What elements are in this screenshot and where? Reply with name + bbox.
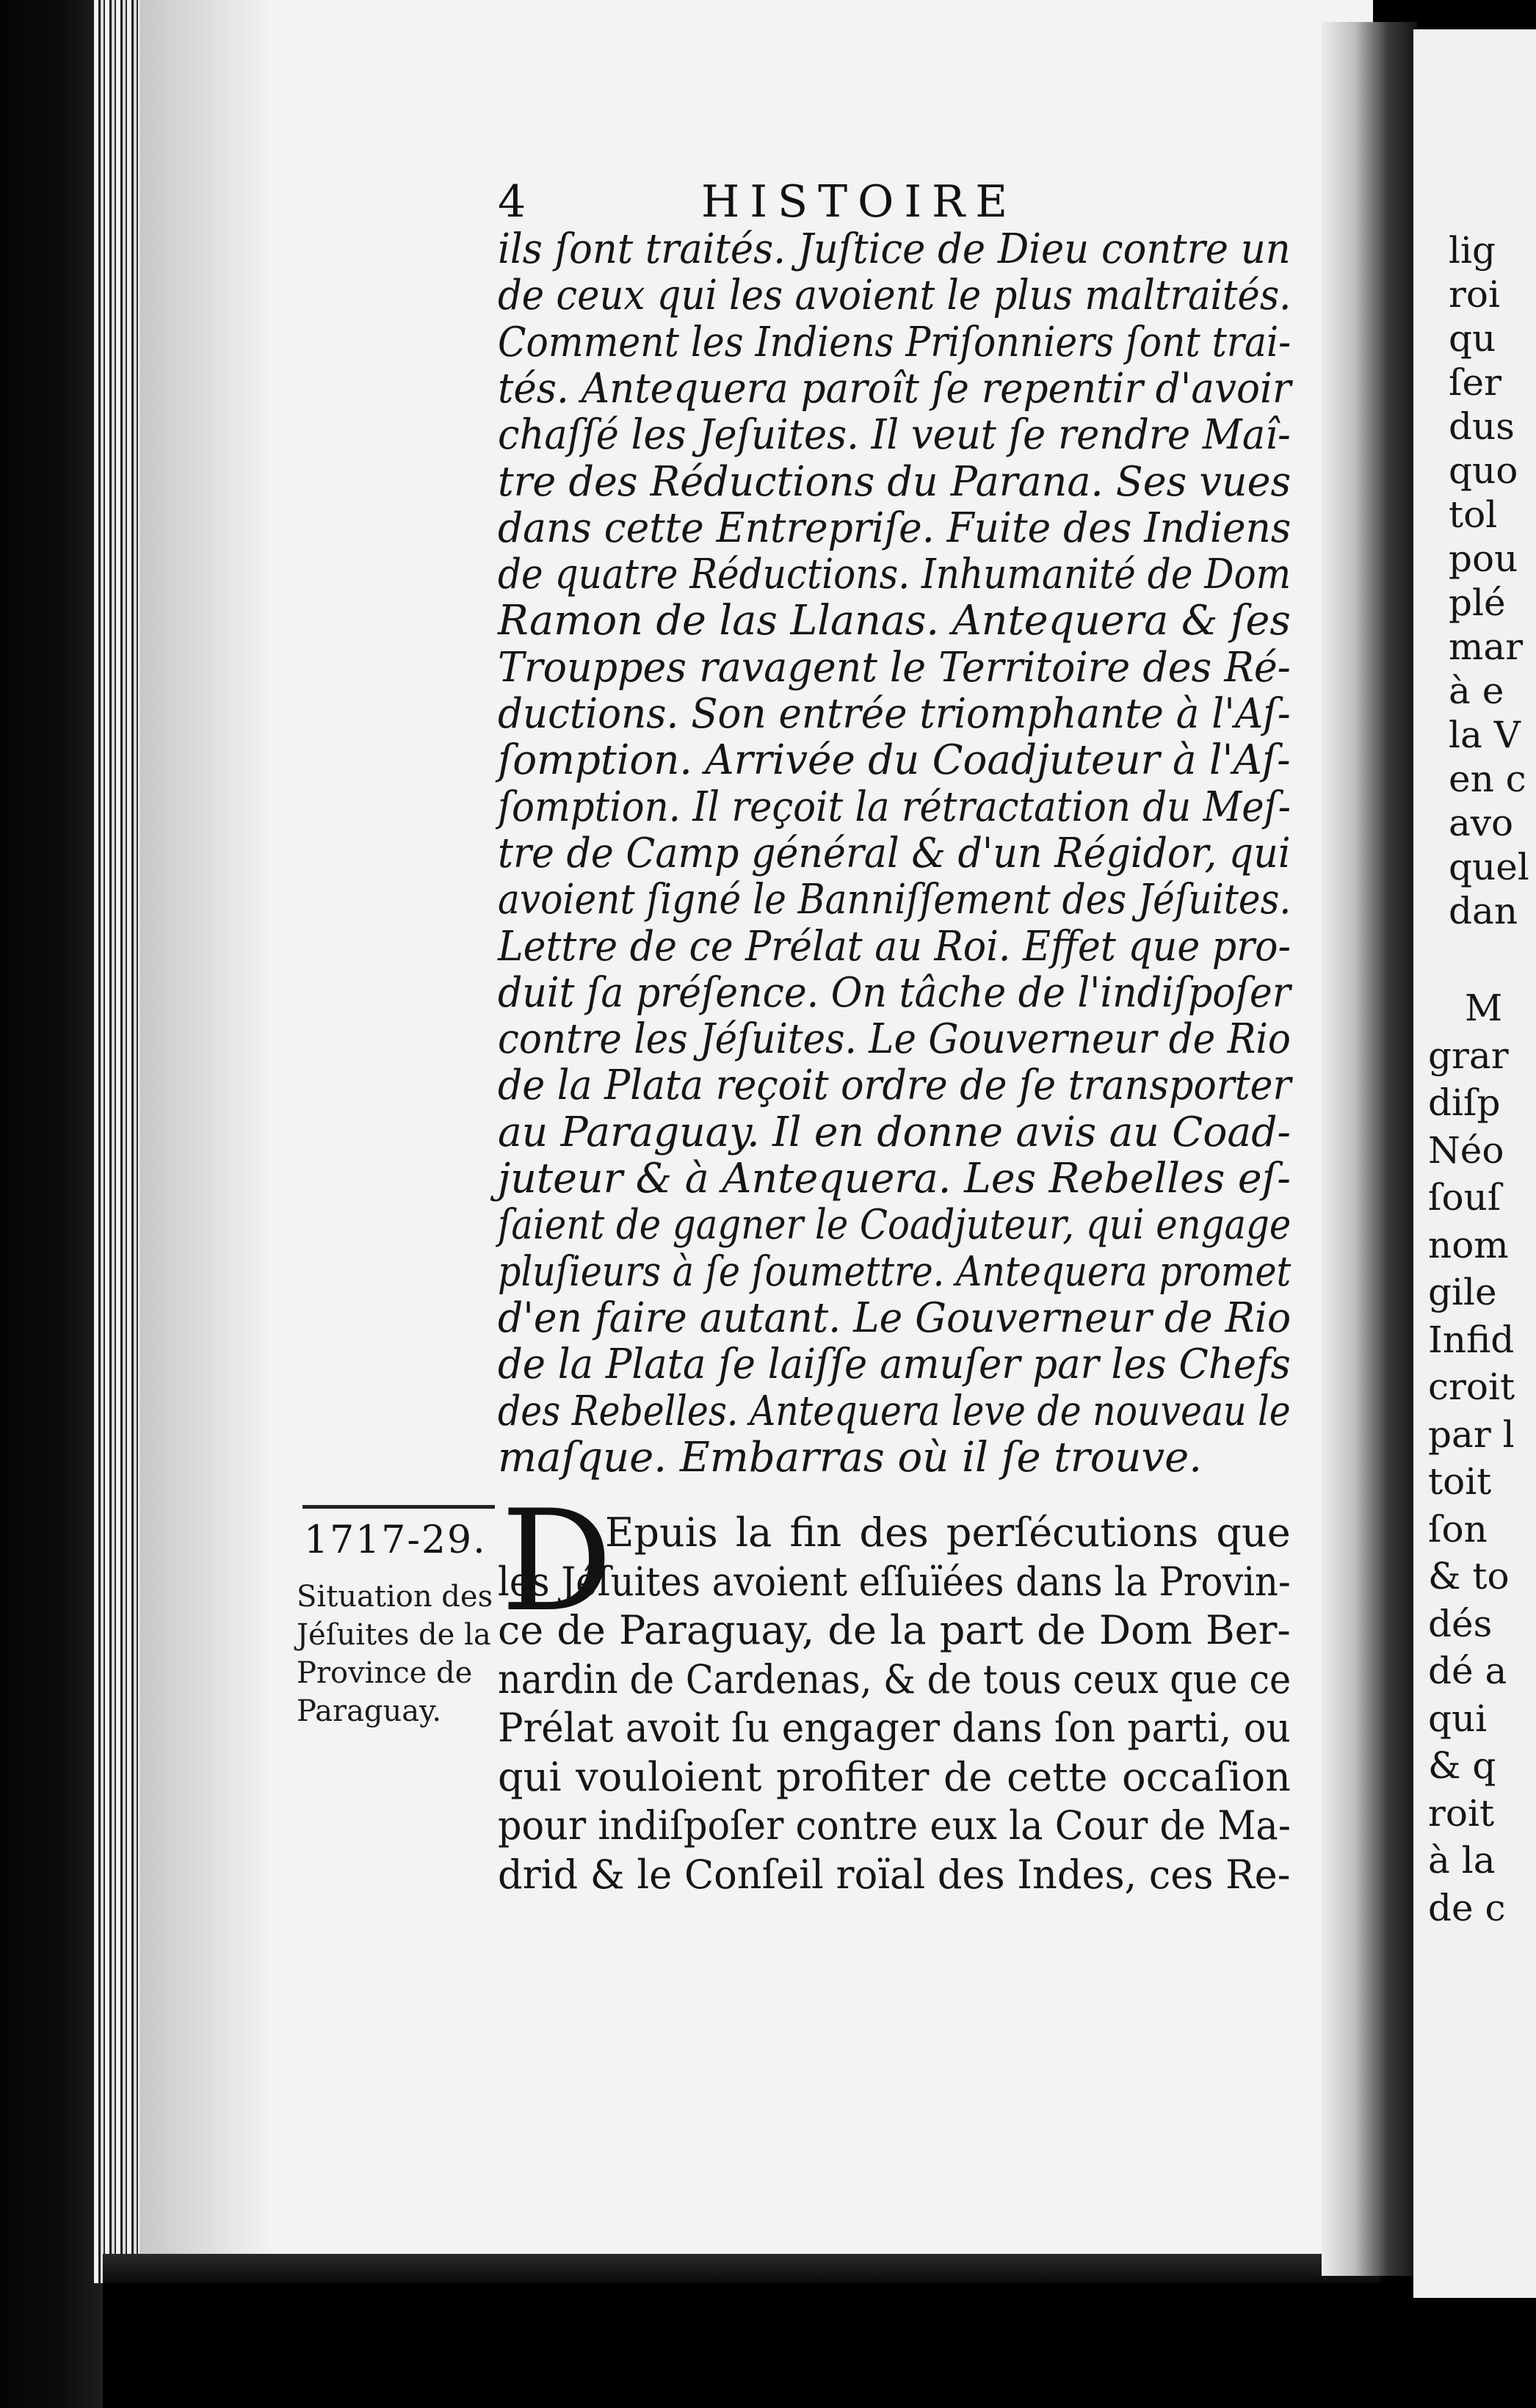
- margin-note-line: Paraguay.: [297, 1694, 442, 1728]
- facing-page: [1413, 29, 1536, 2298]
- facing-page-line: & q: [1428, 1744, 1496, 1787]
- summary-line: duit ſa préſence. On tâche de l'indiſpoſer: [498, 968, 1291, 1017]
- body-line: les Jéſuites avoient eſſuïées dans la Provin-: [498, 1558, 1291, 1605]
- body-line: pour indiſpoſer contre eux la Cour de Ma-: [498, 1802, 1291, 1849]
- facing-page-line: roi: [1449, 273, 1500, 316]
- summary-line: de ceux qui les avoient le plus maltraités.: [498, 272, 1292, 320]
- body-line: Prélat avoit ſu engager dans ſon parti, ou: [498, 1705, 1291, 1751]
- body-line: nardin de Cardenas, & de tous ceux que ce: [498, 1656, 1292, 1702]
- summary-line: Lettre de ce Prélat au Roi. Effet que pro-: [498, 922, 1292, 971]
- facing-page-line: de c: [1428, 1886, 1506, 1929]
- facing-page-line: tol: [1449, 493, 1498, 536]
- summary-line: de la Plata ſe laiſſe amuſer par les Chefs: [498, 1341, 1291, 1389]
- margin-date: 1717-29.: [304, 1518, 487, 1562]
- margin-note-line: Province de: [297, 1656, 473, 1690]
- facing-page-line: à la: [1428, 1839, 1496, 1882]
- facing-page-line: ſon: [1428, 1507, 1488, 1551]
- facing-page-line: ſouſ: [1428, 1176, 1501, 1219]
- facing-page-line: croit: [1428, 1366, 1515, 1408]
- summary-line: tre de Camp général & d'un Régidor, qui: [498, 829, 1291, 877]
- facing-page-line: Infid: [1428, 1318, 1515, 1361]
- page-edges: [94, 0, 145, 2283]
- summary-line: maſque. Embarras où il ſe trouve.: [498, 1433, 1203, 1482]
- summary-line: au Paraguay. Il en donne avis au Coad-: [498, 1108, 1291, 1156]
- summary-line: Comment les Indiens Priſonniers ſont trai-: [498, 318, 1292, 366]
- page-bottom-edge: [103, 2254, 1380, 2283]
- facing-page-line: grar: [1428, 1034, 1509, 1077]
- summary-line: tés. Antequera paroît ſe repentir d'avoir: [498, 364, 1292, 413]
- summary-line: dans cette Entrepriſe. Fuite des Indiens: [498, 504, 1292, 552]
- facing-page-line: & to: [1428, 1555, 1510, 1598]
- left-shadow: [0, 0, 103, 2408]
- summary-line: ils ſont traités. Juſtice de Dieu contre un: [498, 225, 1291, 273]
- facing-page-line: dé a: [1428, 1650, 1507, 1692]
- facing-page-line: en c: [1449, 758, 1526, 800]
- margin-rule: [303, 1505, 495, 1509]
- summary-line: avoient ſigné le Banniſſement des Jéſuites.: [498, 876, 1292, 924]
- facing-page-line: nom: [1428, 1223, 1509, 1266]
- facing-page-line: qui: [1428, 1697, 1488, 1740]
- facing-page-line: quel: [1449, 846, 1529, 888]
- facing-page-line: par l: [1428, 1412, 1515, 1456]
- facing-page-line: quo: [1449, 449, 1518, 492]
- facing-page-line: lig: [1449, 229, 1496, 272]
- page-shade: [140, 0, 272, 2276]
- facing-page-line: diſp: [1428, 1081, 1501, 1124]
- facing-page-line: la V: [1449, 714, 1521, 756]
- facing-page-line: toit: [1428, 1460, 1492, 1503]
- summary-line: pluſieurs à ſe ſoumettre. Antequera promet: [498, 1247, 1292, 1296]
- summary-line: juteur & à Antequera. Les Rebelles eſ-: [498, 1155, 1291, 1203]
- margin-note-line: Jéſuites de la: [297, 1618, 491, 1652]
- book-gutter: [1322, 22, 1417, 2276]
- facing-page-line: avo: [1449, 802, 1514, 844]
- summary-line: ductions. Son entrée triomphante à l'Aſ-: [498, 690, 1291, 738]
- summary-line: d'en faire autant. Le Gouverneur de Rio: [498, 1294, 1292, 1342]
- facing-page-line: roit: [1428, 1791, 1495, 1835]
- facing-page-line: mar: [1449, 625, 1524, 668]
- facing-page-line: pou: [1449, 537, 1518, 580]
- summary-line: ſaient de gagner le Coadjuteur, qui engage: [498, 1201, 1292, 1250]
- facing-page-line: ſer: [1449, 361, 1501, 404]
- body-line: qui vouloient profiter de cette occaſion: [498, 1753, 1291, 1800]
- page-number: 4: [498, 176, 526, 228]
- summary-line: chaſſé les Jeſuites. Il veut ſe rendre Maî-: [498, 411, 1291, 460]
- summary-line: des Rebelles. Antequera leve de nouveau le: [498, 1387, 1291, 1435]
- summary-line: Trouppes ravagent le Territoire des Ré-: [498, 643, 1291, 692]
- summary-line: Ramon de las Llanas. Antequera & ſes: [498, 597, 1291, 645]
- summary-line: tre des Réductions du Parana. Ses vues: [498, 457, 1292, 506]
- summary-line: ſomption. Il reçoit la rétractation du Meſ-: [498, 783, 1291, 831]
- facing-page-line: qu: [1449, 317, 1496, 360]
- drop-cap: D: [501, 1480, 613, 1642]
- margin-note-line: Situation des: [297, 1580, 493, 1614]
- facing-page-line: à e: [1449, 670, 1504, 712]
- facing-page-line: plé: [1449, 581, 1506, 624]
- summary-line: contre les Jéſuites. Le Gouverneur de Rio: [498, 1015, 1291, 1064]
- facing-page-line: M: [1465, 987, 1503, 1029]
- body-line: ce de Paraguay, de la part de Dom Ber-: [498, 1607, 1291, 1653]
- summary-line: ſomption. Arrivée du Coadjuteur à l'Aſ-: [498, 736, 1291, 785]
- summary-line: de la Plata reçoit ordre de ſe transporter: [498, 1062, 1292, 1110]
- facing-page-line: dan: [1449, 890, 1518, 932]
- running-title: HISTOIRE: [701, 176, 1018, 228]
- summary-line: de quatre Réductions. Inhumanité de Dom: [498, 551, 1292, 599]
- facing-page-line: dus: [1449, 405, 1515, 448]
- facing-page-line: gile: [1428, 1271, 1497, 1313]
- body-line: drid & le Conſeil roïal des Indes, ces Re-: [498, 1851, 1291, 1898]
- body-line: Epuis la fin des perſécutions que: [605, 1509, 1291, 1556]
- facing-page-line: Néo: [1428, 1128, 1504, 1172]
- facing-page-line: dés: [1428, 1602, 1493, 1645]
